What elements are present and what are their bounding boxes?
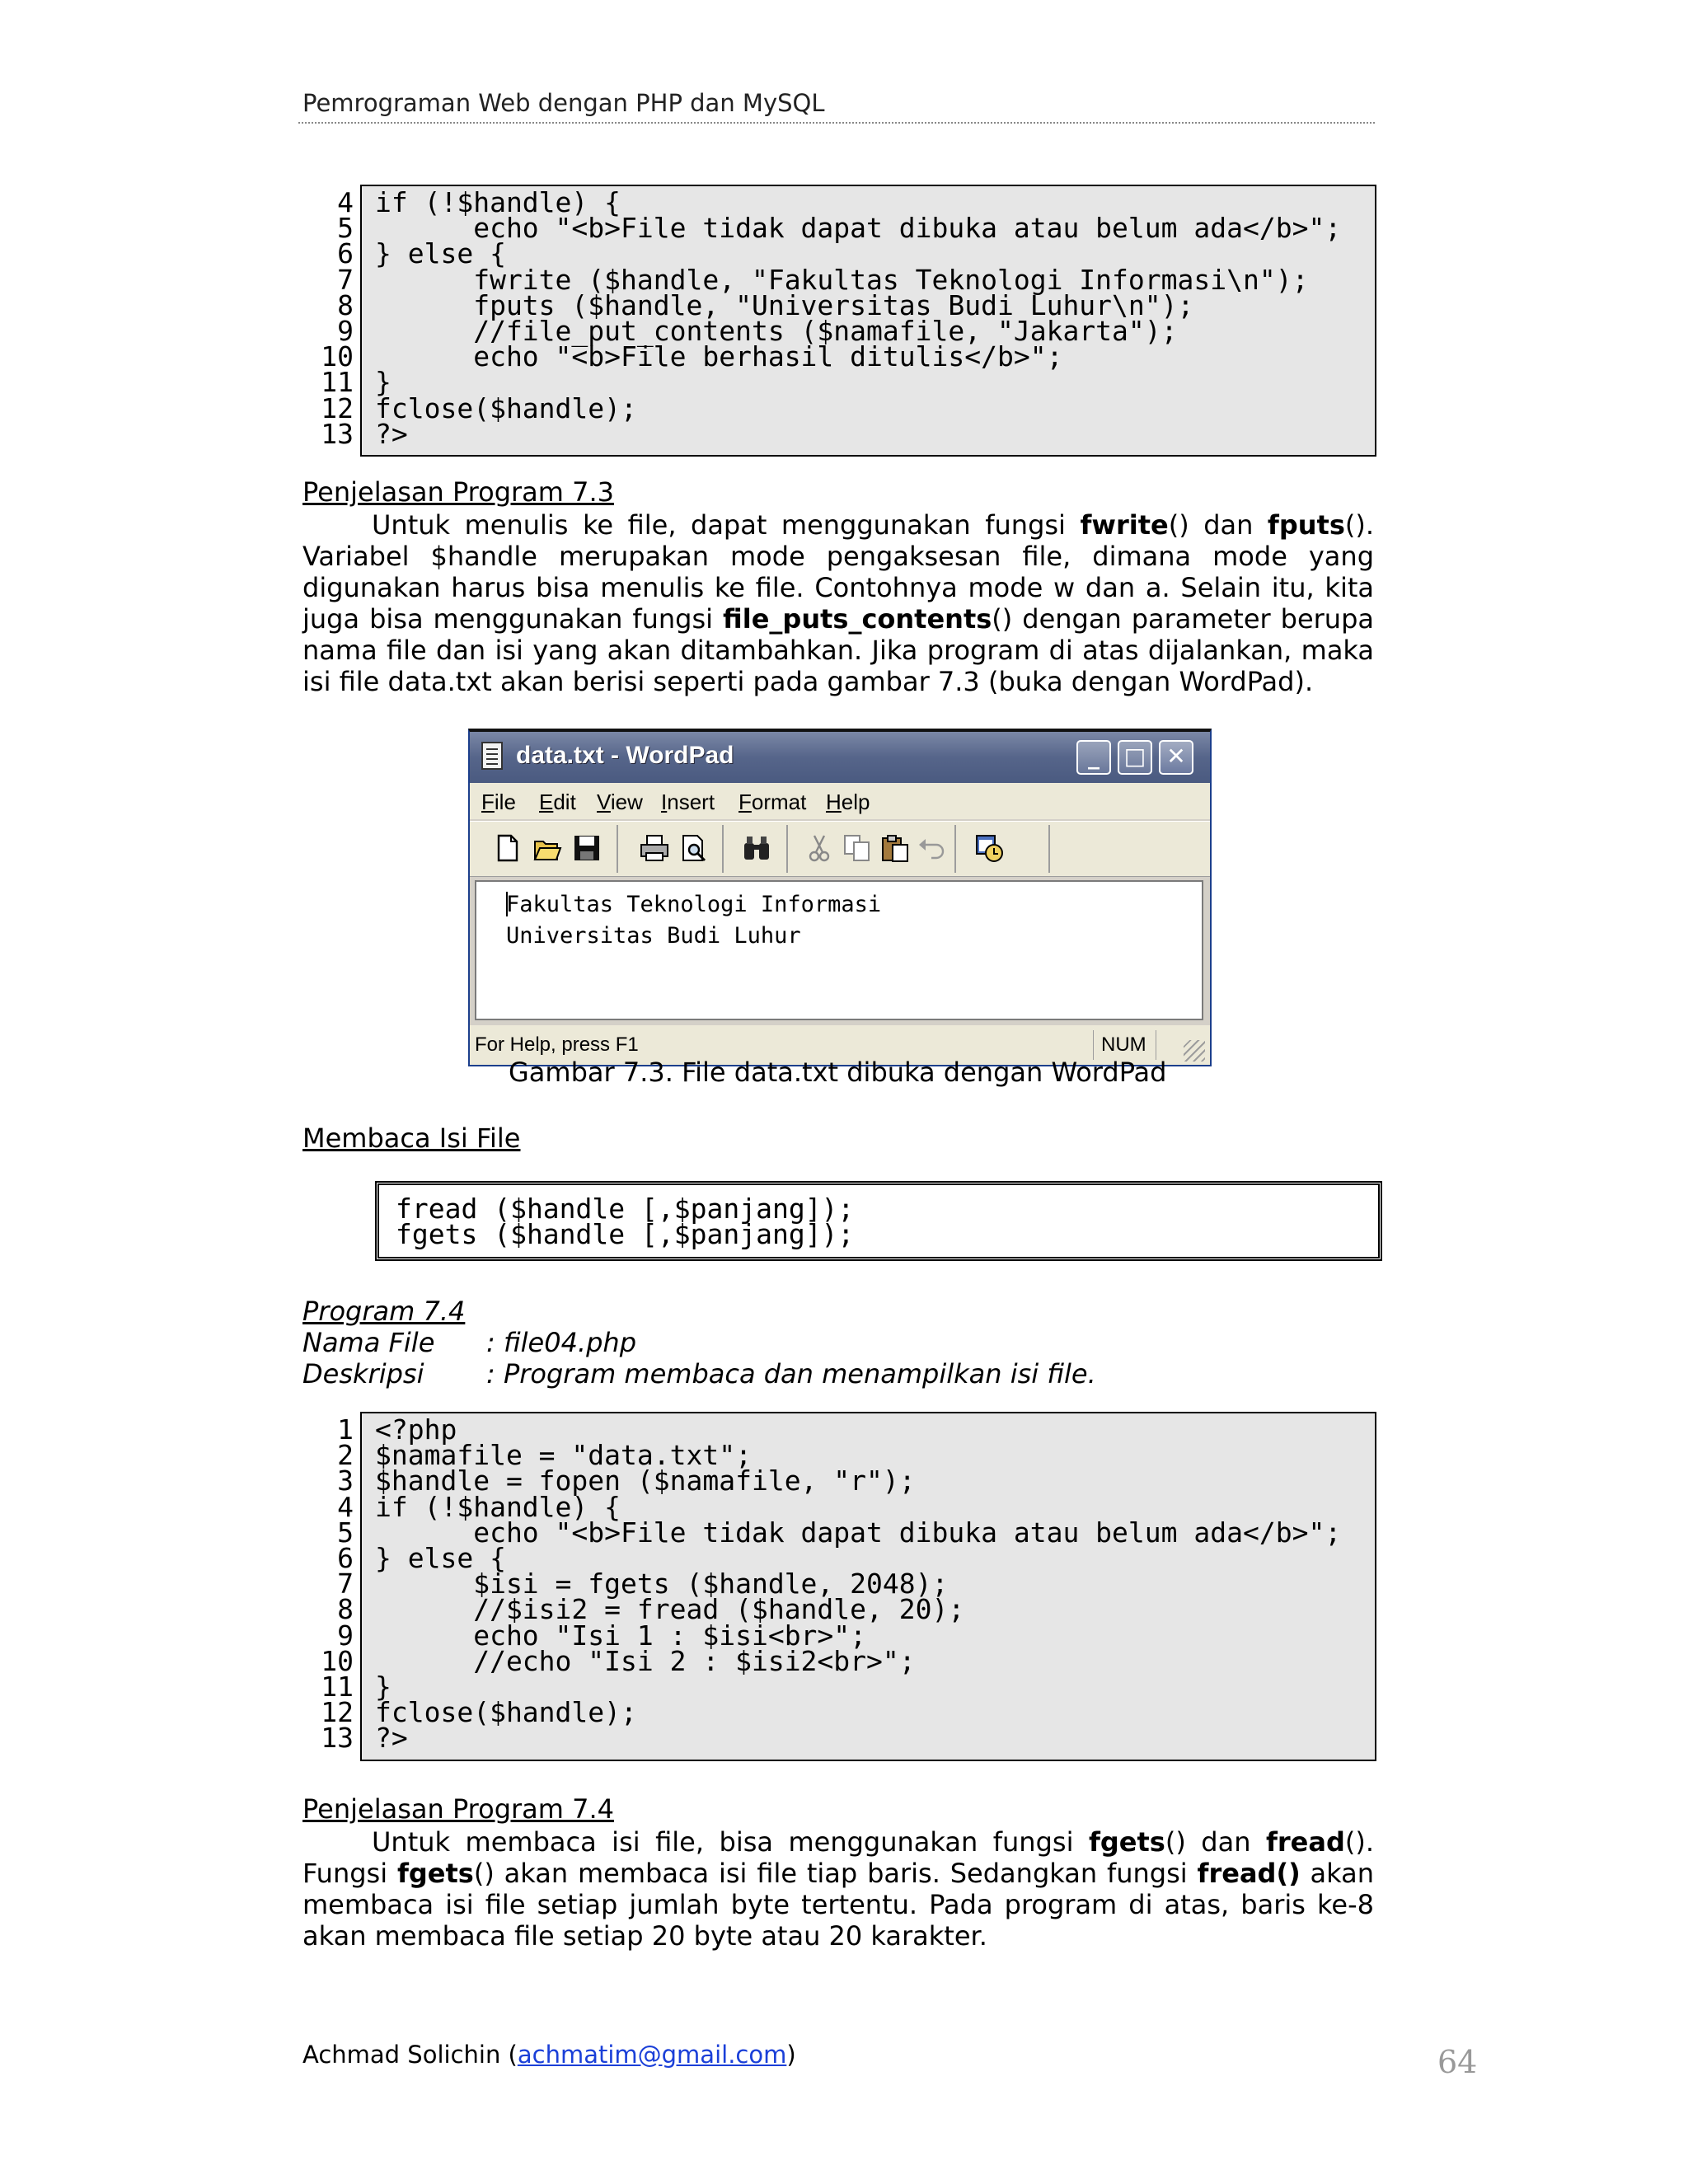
menu-format[interactable]: Format <box>738 790 807 814</box>
code-line: if (!$handle) { <box>375 1490 621 1523</box>
code-line: } <box>375 366 392 399</box>
text: () dengan parameter berupa <box>992 603 1374 635</box>
line-number: 8 <box>337 288 354 321</box>
bold-text: fgets <box>396 1858 474 1889</box>
para-line <box>302 1826 1374 1858</box>
line-number: 7 <box>337 1568 354 1601</box>
open-icon[interactable] <box>532 833 562 863</box>
email-link[interactable]: achmatim@gmail.com <box>517 2041 787 2069</box>
para-line: Variabel $handle merupakan mode pengaksesan file, dimana mode yang <box>302 541 1374 572</box>
document-icon <box>481 742 503 770</box>
text: () akan membaca isi file tiap baris. Sedangkan fungsi <box>473 1858 1198 1889</box>
page-number: 64 <box>1437 2044 1478 2080</box>
status-help-text: For Help, press F1 <box>475 1033 639 1056</box>
code-line: echo "<b>File berhasil ditulis</b>"; <box>375 340 1063 373</box>
para-line: nama file dan isi yang akan ditambahkan. Jika program di atas dijalankan, maka <box>302 635 1374 666</box>
code-line: fclose($handle); <box>375 391 637 424</box>
code-line: echo "Isi 1 : $isi<br>"; <box>375 1619 867 1652</box>
menu-edit[interactable]: Edit <box>539 790 576 814</box>
line-number: 8 <box>337 1593 354 1626</box>
code-line: $isi = fgets ($handle, 2048); <box>375 1568 949 1601</box>
syntax-line: fread ($handle [,$panjang]); <box>396 1193 855 1225</box>
text: akan <box>1300 1858 1375 1889</box>
wordpad-toolbar <box>470 821 1210 877</box>
toolbar-separator <box>1048 825 1050 873</box>
para-line: membaca isi file setiap jumlah byte tertentu. Pada program di atas, baris ke-8 <box>302 1889 1374 1920</box>
code-line: <?php <box>375 1413 457 1446</box>
menu-view[interactable]: View <box>597 790 643 814</box>
line-number: 12 <box>321 391 354 424</box>
wordpad-title: data.txt - WordPad <box>516 742 734 769</box>
line-numbers-2 <box>306 1413 354 1755</box>
copy-icon[interactable] <box>842 833 872 863</box>
code-line: ?> <box>375 1722 408 1755</box>
print-preview-icon[interactable] <box>679 833 709 863</box>
line-number: 11 <box>321 1670 354 1703</box>
bold-text: fread() <box>1197 1858 1301 1889</box>
code-line: } <box>375 1670 392 1703</box>
text: () dan <box>1165 1826 1266 1858</box>
header-divider <box>298 122 1375 124</box>
minimize-button[interactable]: _ <box>1076 740 1111 775</box>
new-icon[interactable] <box>493 833 523 863</box>
line-number: 9 <box>337 314 354 347</box>
menu-help[interactable]: Help <box>826 790 870 814</box>
maximize-button[interactable]: □ <box>1118 740 1152 775</box>
code-line: echo "<b>File tidak dapat dibuka atau belum ada</b>"; <box>375 1516 1342 1549</box>
author-name: Achmad Solichin ( <box>302 2041 518 2069</box>
close-button[interactable]: ✕ <box>1159 740 1193 775</box>
code-line: echo "<b>File tidak dapat dibuka atau belum ada</b>"; <box>375 212 1342 245</box>
wordpad-menubar <box>470 783 1210 819</box>
line-number: 6 <box>337 1541 354 1574</box>
code-line: if (!$handle) { <box>375 186 621 218</box>
code-line: //$isi2 = fread ($handle, 20); <box>375 1593 965 1626</box>
running-header: Pemrograman Web dengan PHP dan MySQL <box>302 89 825 117</box>
code-lines-2 <box>375 1413 1375 1755</box>
figure-caption: Gambar 7.3. File data.txt dibuka dengan WordPad <box>509 1057 1167 1088</box>
text: Fungsi <box>302 1858 397 1889</box>
line-number: 10 <box>321 340 354 373</box>
toolbar-separator <box>954 825 956 873</box>
line-number: 6 <box>337 237 354 270</box>
line-number: 3 <box>337 1465 354 1497</box>
menu-insert[interactable]: Insert <box>661 790 715 814</box>
paragraph-penjelasan-7-3 <box>302 509 1374 697</box>
para-line: akan membaca file setiap 20 byte atau 20 karakter. <box>302 1920 987 1952</box>
toolbar-separator <box>722 825 724 873</box>
undo-icon[interactable] <box>917 833 946 863</box>
heading-penjelasan-7-4: Penjelasan Program 7.4 <box>302 1793 615 1825</box>
text: (). <box>1344 1826 1375 1858</box>
paste-icon[interactable] <box>880 833 910 863</box>
heading-membaca-isi-file: Membaca Isi File <box>302 1122 521 1154</box>
para-line <box>302 1858 1374 1889</box>
line-number: 1 <box>337 1413 354 1446</box>
document-line: Universitas Budi Luhur <box>506 923 801 949</box>
paragraph-penjelasan-7-4 <box>302 1826 1374 1952</box>
line-number: 10 <box>321 1644 354 1677</box>
line-numbers-1 <box>306 186 354 450</box>
bold-text: fgets <box>1088 1826 1165 1858</box>
para-line: isi file data.txt akan berisi seperti pada gambar 7.3 (buka dengan WordPad). <box>302 666 1314 697</box>
code-line: fputs ($handle, "Universitas Budi Luhur\n"); <box>375 288 1194 321</box>
text: Untuk menulis ke file, dapat menggunakan fungsi <box>372 509 1081 541</box>
nama-file-value: : file04.php <box>486 1327 636 1358</box>
bold-text: file_puts_contents <box>723 603 992 635</box>
wordpad-document-area[interactable] <box>475 880 1203 1020</box>
deskripsi-key: Deskripsi <box>302 1358 424 1390</box>
date-time-icon[interactable] <box>974 833 1004 863</box>
text: () dan <box>1168 509 1268 541</box>
bold-text: fread <box>1265 1826 1345 1858</box>
code-line: //file_put_contents ($namafile, "Jakarta"); <box>375 314 1178 347</box>
bold-text: fwrite <box>1080 509 1169 541</box>
code-line: ?> <box>375 417 408 450</box>
line-number: 11 <box>321 366 354 399</box>
para-line <box>302 509 1374 541</box>
code-line: } else { <box>375 1541 506 1574</box>
print-icon[interactable] <box>640 833 669 863</box>
status-num-indicator: NUM <box>1101 1033 1146 1056</box>
line-number: 12 <box>321 1696 354 1729</box>
status-divider <box>1093 1030 1094 1060</box>
menu-file[interactable]: File <box>481 790 516 814</box>
cut-icon[interactable] <box>804 833 834 863</box>
heading-penjelasan-7-3: Penjelasan Program 7.3 <box>302 476 615 508</box>
line-number: 4 <box>337 1490 354 1523</box>
code-line: //echo "Isi 2 : $isi2<br>"; <box>375 1644 916 1677</box>
text: juga bisa menggunakan fungsi <box>302 603 724 635</box>
code-line: fwrite ($handle, "Fakultas Teknologi Informasi\n"); <box>375 263 1309 296</box>
code-line: $handle = fopen ($namafile, "r"); <box>375 1465 916 1497</box>
code-lines-1 <box>375 186 1375 450</box>
code-line: } else { <box>375 237 506 270</box>
code-line: $namafile = "data.txt"; <box>375 1439 752 1472</box>
line-number: 2 <box>337 1439 354 1472</box>
wordpad-window <box>468 729 1212 1066</box>
syntax-line: fgets ($handle [,$panjang]); <box>396 1218 855 1250</box>
bold-text: fputs <box>1267 509 1345 541</box>
find-icon[interactable] <box>742 833 771 863</box>
document-line: Fakultas Teknologi Informasi <box>506 892 882 917</box>
para-line: digunakan harus bisa menulis ke file. Contohnya mode w dan a. Selain itu, kita <box>302 572 1374 603</box>
code-line: fclose($handle); <box>375 1696 637 1729</box>
resize-grip-icon[interactable] <box>1184 1040 1205 1062</box>
line-number: 5 <box>337 1516 354 1549</box>
line-number: 9 <box>337 1619 354 1652</box>
text: Untuk membaca isi file, bisa menggunakan fungsi <box>372 1826 1089 1858</box>
program-label: Program 7.4 <box>302 1296 466 1327</box>
code-block-2 <box>360 1412 1376 1761</box>
line-number: 13 <box>321 417 354 450</box>
syntax-box <box>375 1181 1382 1261</box>
line-number: 7 <box>337 263 354 296</box>
toolbar-separator <box>786 825 788 873</box>
toolbar-separator <box>617 825 618 873</box>
line-number: 13 <box>321 1722 354 1755</box>
code-block-1 <box>360 185 1376 457</box>
line-number: 4 <box>337 186 354 218</box>
text: ) <box>786 2041 796 2069</box>
nama-file-key: Nama File <box>302 1327 435 1358</box>
footer-author <box>302 2041 796 2069</box>
wordpad-titlebar[interactable] <box>470 732 1210 783</box>
para-line <box>302 603 1374 635</box>
line-number: 5 <box>337 212 354 245</box>
text: (). <box>1344 509 1375 541</box>
deskripsi-value: : Program membaca dan menampilkan isi file. <box>486 1358 1096 1390</box>
save-icon[interactable] <box>572 833 602 863</box>
